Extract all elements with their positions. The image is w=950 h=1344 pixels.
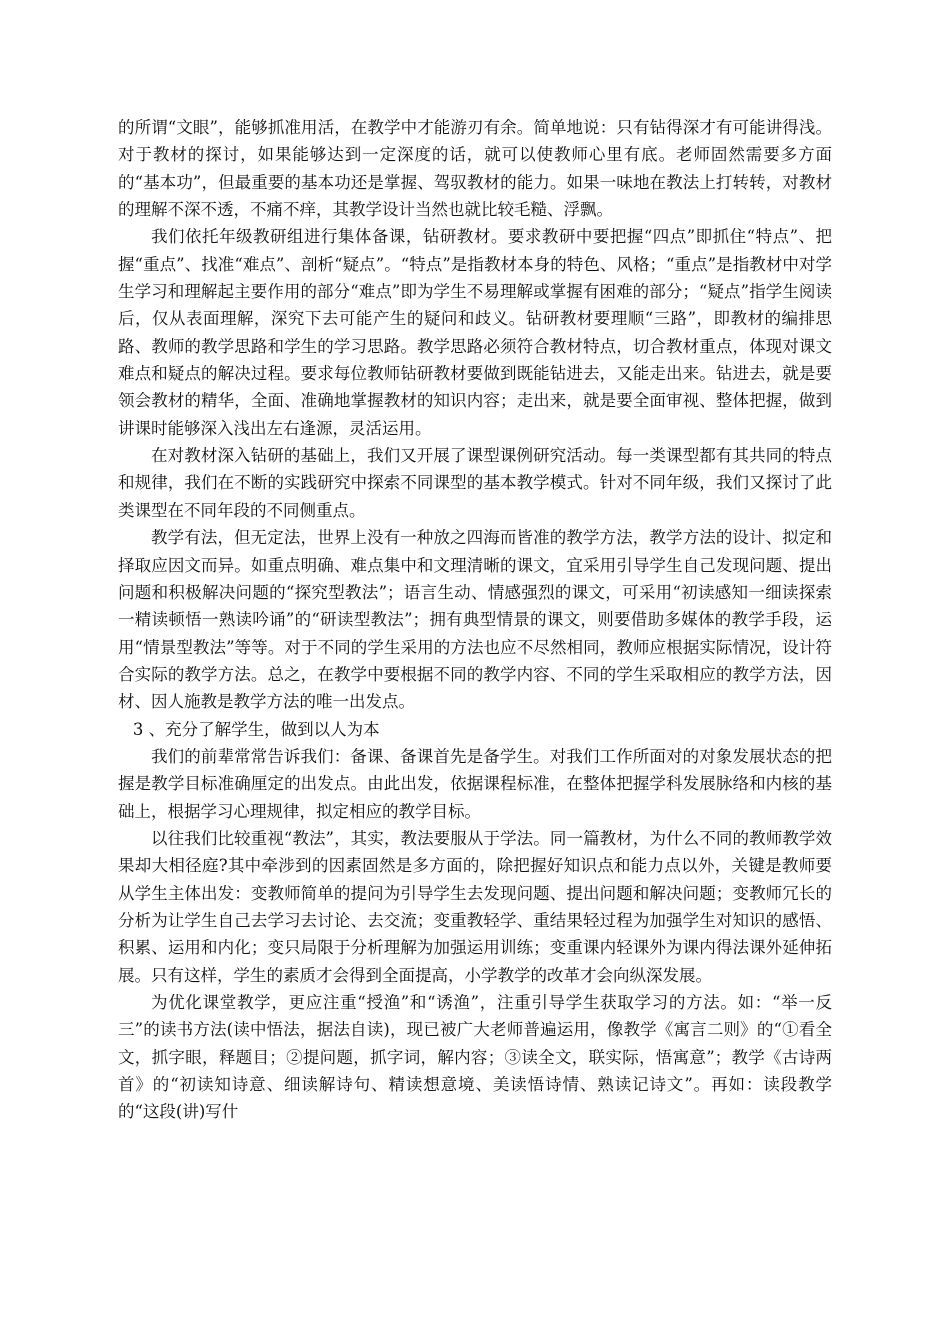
paragraph-collective-lesson-prep: 我们依托年级教研组进行集体备课，钻研教材。要求教研中要把握“四点”即抓住“特点”、把握“重点”、找准“难点”、剖析“疑点”。“特点”是指教材本身的特色、风格；“重点”是指教材中对学生学习和理解起主要作用的部分“难点”即为学生不易理解或掌握有困难的部分；“疑点”指学生阅读后，仅从表面理解，深究下去可能产生的疑问和歧义。钻研教材要理顺“三路”，即教材的编排思路、教师的教学思路和学生的学习思路。教学思路必须符合教材特点，切合教材重点，体现对课文难点和疑点的解决过程。要求每位教师钻研教材要做到既能钻进去，又能走出来。钻进去，就是要领会教材的精华，全面、准确地掌握教材的知识内容；走出来，就是要全面审视、整体把握，做到讲课时能够深入浅出左右逢源，灵活运用。 — [118, 227, 832, 438]
paragraph-prepare-students: 我们的前辈常常告诉我们：备课、备课首先是备学生。对我们工作所面对的对象发展状态的把握是教学目标准确厘定的出发点。由此出发，依据课程标准，在整体把握学科发展脉络和内核的基础上，根据学习心理规律，拟定相应的教学目标。 — [118, 746, 832, 821]
paragraph-lesson-type-research: 在对教材深入钻研的基础上，我们又开展了课型课例研究活动。每一类课型都有其共同的特点和规律，我们在不断的实践研究中探索不同课型的基本教学模式。针对不同年级，我们又探讨了此类课型在不同年段的不同侧重点。 — [118, 446, 832, 520]
section-heading-know-students: 3 、充分了解学生，做到以人为本 — [132, 719, 380, 739]
paragraph-teaching-methods: 教学有法，但无定法，世界上没有一种放之四海而皆准的教学方法，教学方法的设计、拟定和择取应因文而异。如重点明确、难点集中和文理清晰的课文，宜采用引导学生自己发现问题、提出问题和积极解决问题的“探究型教法”；语言生动、情感强烈的课文，可采用“初读感知一细读探索一精读顿悟一熟读吟诵”的“研读型教法”；拥有典型情景的课文，则要借助多媒体的教学手段，运用“情景型教法”等等。对于不同的学生采用的方法也应不尽然相同，教师应根据实际情况，设计符合实际的教学方法。总之，在教学中要根据不同的教学内容、不同的学生采取相应的教学方法，因材、因人施教是教学方法的唯一出发点。 — [118, 528, 832, 712]
paragraph-learning-methods: 为优化课堂教学，更应注重“授渔”和“诱渔”，注重引导学生获取学习的方法。如：“举一反三”的读书方法(读中悟法，据法自读)，现已被广大老师普遍运用，像教学《寓言二则》的“①看全文，抓字眼，释题目；②提问题，抓字词，解内容；③读全文，联实际，悟寓意”；教学《古诗两首》的“初读知诗意、细读解诗句、精读想意境、美读悟诗情、熟读记诗文”。再如：读段教学的“这段(讲)写什 — [118, 993, 832, 1122]
paragraph-teaching-vs-learning: 以往我们比较重视“教法”，其实，教法要服从于学法。同一篇教材，为什么不同的教师教学效果却大相径庭?其中牵涉到的因素固然是多方面的，除把握好知识点和能力点以外，关键是教师要从学生主体出发：变教师简单的提问为引导学生去发现问题、提出问题和解决问题；变教师冗长的分析为让学生自己去学习去讨论、去交流；变重教轻学、重结果轻过程为加强学生对知识的感悟、积累、运用和内化；变只局限于分析理解为加强运用训练；变重课内轻课外为课内得法课外延伸拓展。只有这样，学生的素质才会得到全面提高，小学教学的改革才会向纵深发展。 — [118, 828, 832, 985]
paragraph-continuation: 的所谓“文眼”，能够抓准用活，在教学中才能游刃有余。简单地说：只有钻得深才有可能讲得浅。对于教材的探讨，如果能够达到一定深度的话，就可以使教师心里有底。老师固然需要多方面的“基本功”，但最重要的基本功还是掌握、驾驭教材的能力。如果一味地在教法上打转转，对教材的理解不深不透，不痛不痒，其教学设计当然也就比较毛糙、浮飘。 — [118, 118, 832, 220]
document-body — [118, 114, 832, 1126]
